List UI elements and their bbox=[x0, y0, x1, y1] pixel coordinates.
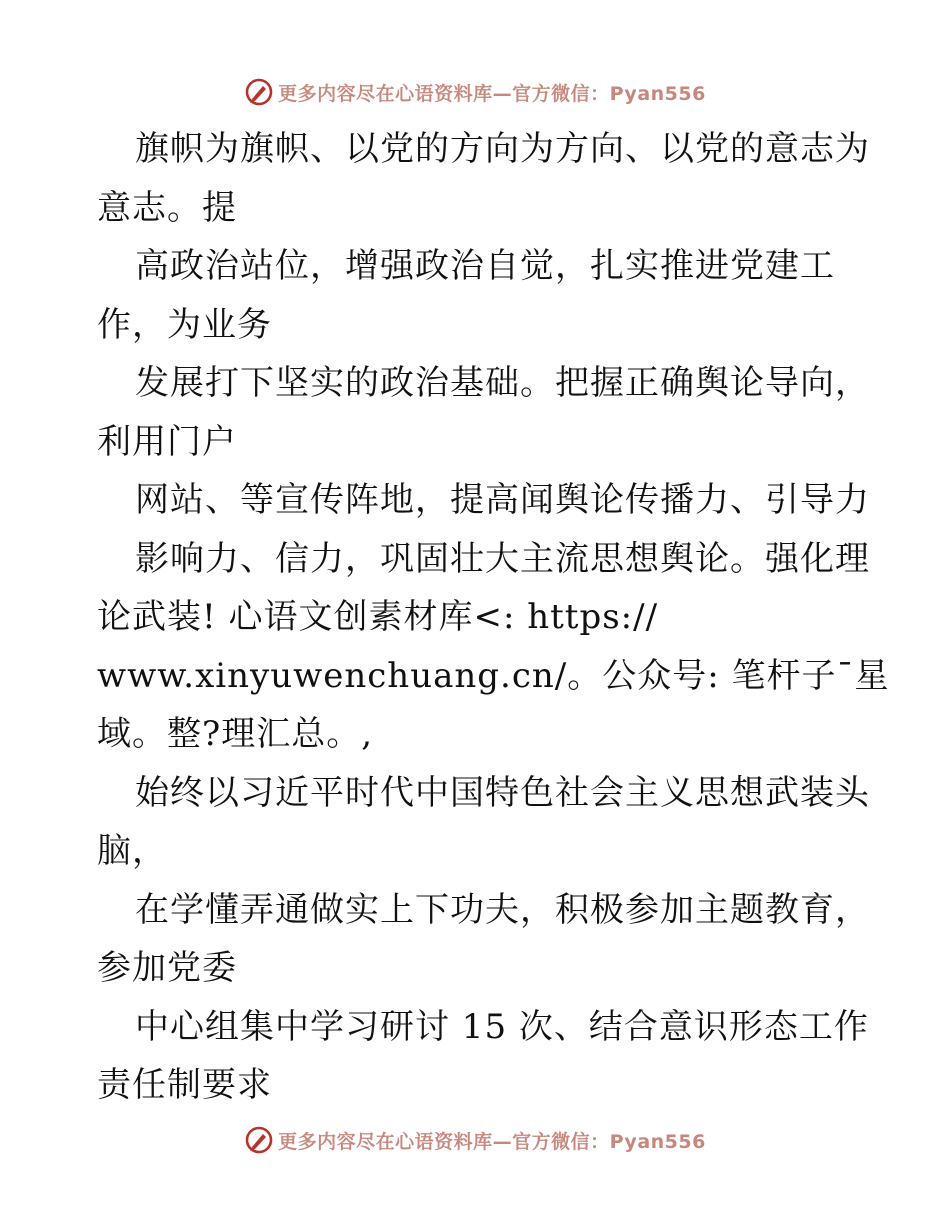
footer-banner bbox=[0, 1120, 950, 1160]
pen-logo-icon bbox=[244, 1125, 274, 1155]
body-line: 责任制要求 bbox=[97, 1065, 272, 1105]
body-line: 利用门户 bbox=[97, 421, 237, 462]
body-line: 域。整?理汇总。, bbox=[97, 714, 374, 754]
document-body bbox=[97, 120, 890, 1115]
body-line: 旗帜为旗帜、以党的方向为方向、以党的意志为 bbox=[135, 129, 870, 169]
body-line: 参加党委 bbox=[97, 948, 237, 988]
body-line: 作，为业务 bbox=[97, 304, 272, 345]
footer-banner-text: 更多内容尽在心语资料库—官方微信：Pyan556 bbox=[278, 1130, 706, 1153]
body-line: 发展打下坚实的政治基础。把握正确舆论导向， bbox=[135, 363, 870, 403]
body-line: 始终以习近平时代中国特色社会主义思想武装头 bbox=[135, 772, 870, 813]
body-line: 中心组集中学习研讨 15 次、结合意识形态工作 bbox=[135, 1006, 869, 1047]
body-line: 网站、等宣传阵地，提高闻舆论传播力、引导力 bbox=[135, 480, 870, 520]
body-line: www.xinyuwenchuang.cn/。公众号: 笔杆子¯星 bbox=[97, 655, 890, 696]
body-line: 影响力、信力，巩固壮大主流思想舆论。强化理 bbox=[135, 538, 870, 579]
body-line: 在学懂弄通做实上下功夫，积极参加主题教育， bbox=[135, 889, 870, 930]
header-banner-text: 更多内容尽在心语资料库—官方微信：Pyan556 bbox=[278, 82, 706, 105]
body-line: 脑， bbox=[97, 831, 167, 871]
header-banner bbox=[0, 72, 950, 112]
pen-logo-icon bbox=[244, 77, 274, 107]
body-line: 高政治站位，增强政治自觉，扎实推进党建工 bbox=[135, 246, 835, 286]
body-line: 论武装! 心语文创素材库<: https:// bbox=[97, 597, 659, 637]
body-line: 意志。提 bbox=[97, 187, 237, 228]
